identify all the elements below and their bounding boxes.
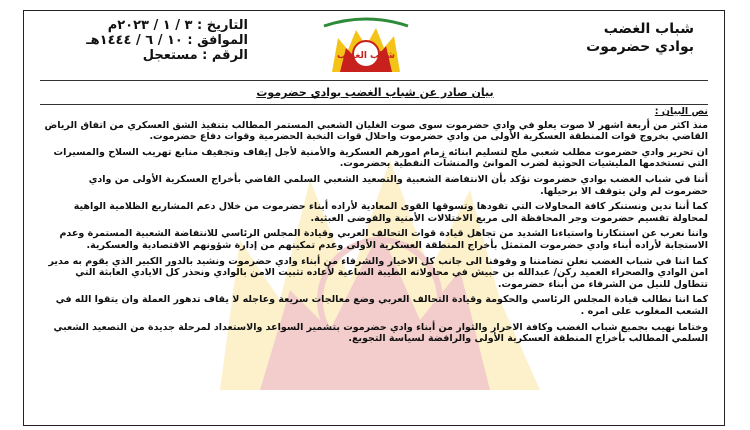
paragraph: كما أننا ندين ونستنكر كافة المحاولات التي تقودها وتسوقها القوى المعادية لأراده أبناء حضرموت من خلال دعم المشاريع الظلامية الواهية لمحاولة تقسيم حضرموت وجر المحافظة الى مربع الاختلالات الأمنية والفوضى العبثية. (73, 201, 708, 224)
hijri-date-line: الموافق : ١٠ / ٦ / ١٤٤٤هـ (86, 33, 248, 48)
logo-text: شباب الغضب (336, 51, 396, 61)
org-name: شباب الغضب (603, 21, 694, 37)
header-meta (56, 18, 248, 63)
paragraph: واننا نعرب عن استنكارنا واستياءنا الشديد من تجاهل قيادة قوات التحالف العربي وقيادة المجلس الرئاسي للانتفاضة الشعبية المستمرة وعدم الاستجابة لأراده أبناء وادي حضرموت المتمثل بأخراج المنطقة العسكرية الأولى وعدم تمكينهم من إدارة شؤونهم الاقتصادية والعسكرية. (59, 228, 708, 251)
paragraph: منذ اكثر من أربعة اشهر لا صوت يعلو في وادي حضرموت سوى صوت الغليان الشعبي المستمر المطالب بتنفيذ الشق العسكري من اتفاق الرياض القاضي بخروج قوات المنطقة العسكرية الأولى من وادي حضرموت واحلال قوات النخبة الحضرمية وقوات دفاع حضرموت. (44, 119, 708, 143)
header-divider (40, 80, 708, 81)
paragraph: كما اننا نطالب قيادة المجلس الرئاسي والحكومة وقيادة التحالف العربي وضع معالجات سريعة وعاجله لا يقاف تدهور العملة وان يتقوا الله في الشعب المغلوب على امره . (55, 294, 708, 317)
statement-body (44, 106, 708, 349)
org-region: بوادي حضرموت (586, 39, 694, 55)
reference-line: الرقم : مستعجل (142, 48, 248, 63)
paragraph: كما اننا في شباب الغضب نعلن تضامننا و وقوفنا الى جانب كل الاخيار والشرفاء من أبناء وادي حضرموت ونشيد بالدور الكبير الذي يقوم به مدير امن الوادي والصحراء العميد ركن/ عبدالله بن حبيش في محاولاته الطيبة الساعية لأعاده تثبيت الامن بالوادي ونحذر كل الايادي العابثة التي تتطاول للنيل من الشرفاء من أبناء حضرموت. (48, 255, 708, 290)
paragraph: وختاما نهيب بجميع شباب الغضب وكافة الاحرار والثوار من أبناء وادي حضرموت بتشمير السواعد والاستعداد لمرحلة جديدة من التصعيد الشعبي السلمي المطالب بأخراج المنطقة العسكرية الأولى والرافضة لسياسة التجويع. (53, 321, 708, 345)
intro-label: نص البيان : (654, 106, 708, 117)
header-organization (586, 20, 694, 56)
title-divider (40, 104, 708, 105)
statement-title: بيان صادر عن شباب الغضب بوادي حضرموت (256, 86, 494, 99)
date-line: التاريخ : ٣ / ١ / ٢٠٢٣م (107, 18, 248, 33)
paragraph: ان تحرير وادي حضرموت مطلب شعبي ملح لتسليم ابنائه زمام امورهم العسكرية والأمنية لأجل إيقاف وتجفيف منابع تهريب السلاح والمسيرات التي تستخدمها المليشيات الحوثية لضرب الموانئ والمنشآت النفطية بحضرموت. (53, 146, 708, 170)
paragraph: أننا في شباب الغضب بوادي حضرموت نؤكد بأن الانتفاضة الشعبية والتصعيد الشعبي السلمي القاضي بأخراج العسكرية الأولى من وادي حضرموت لم ولن يتوقف الا برحيلها. (88, 173, 708, 197)
organization-logo (318, 14, 414, 74)
